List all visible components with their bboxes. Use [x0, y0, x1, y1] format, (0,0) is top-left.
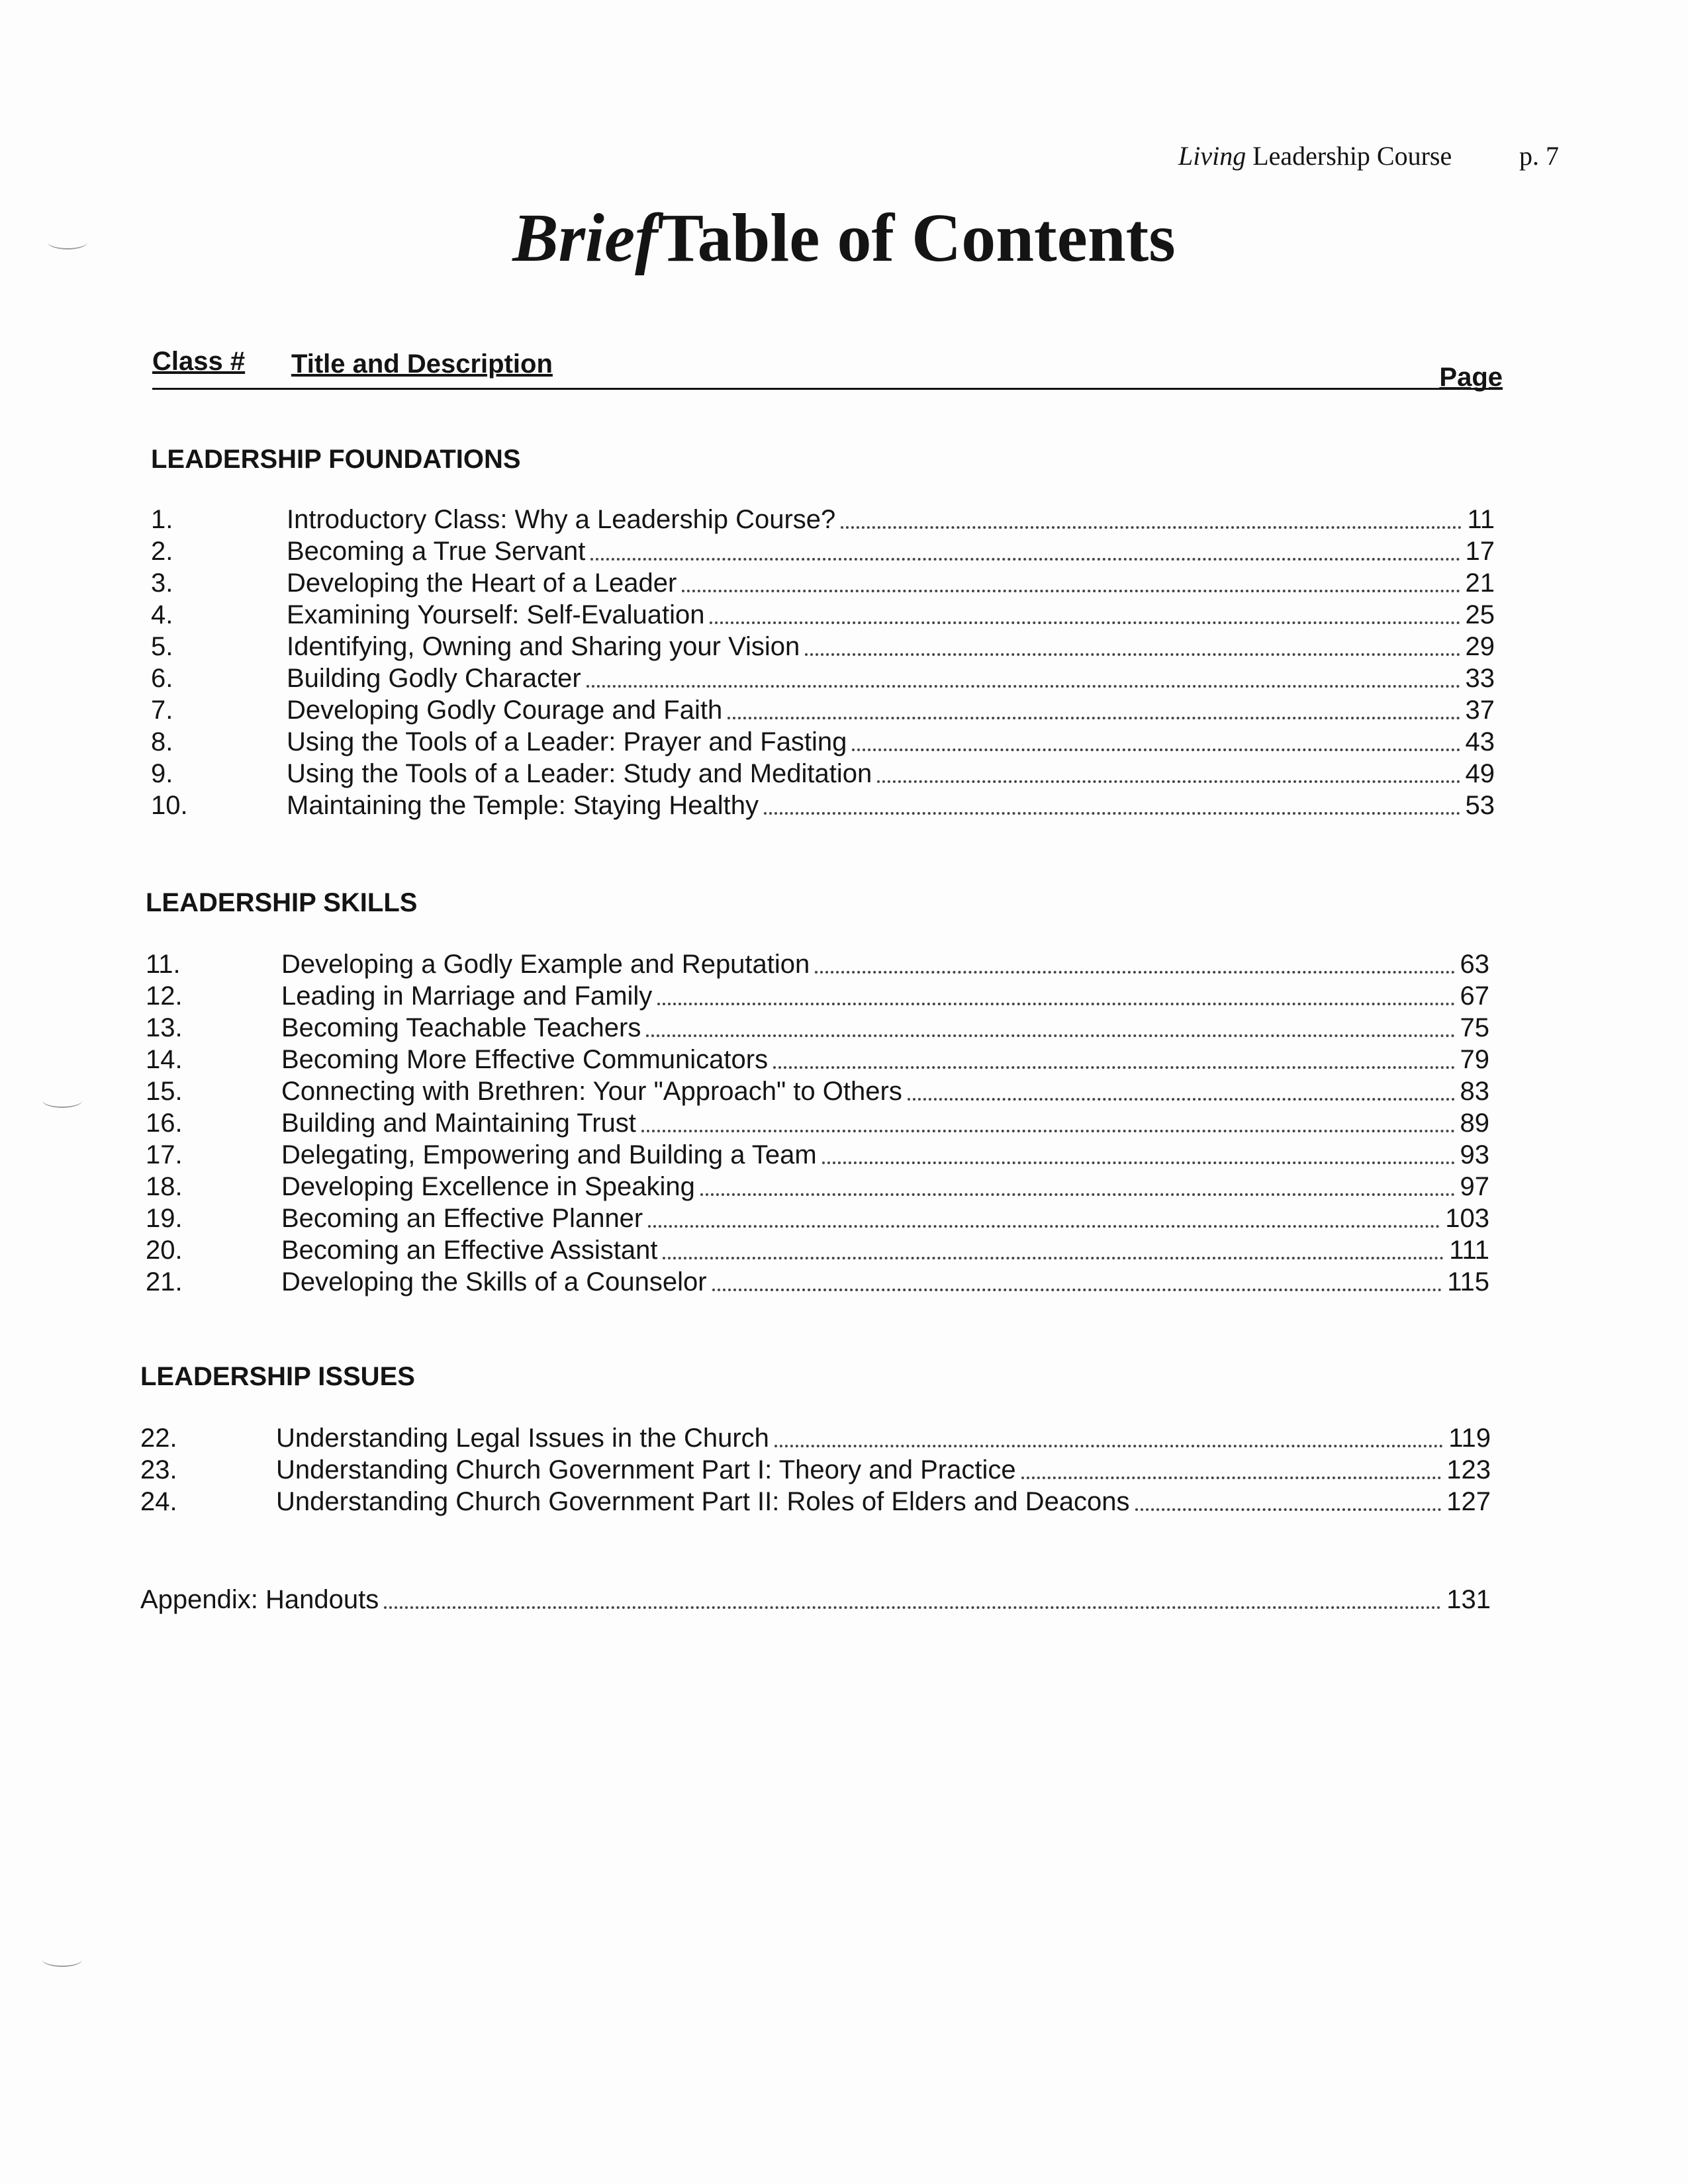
toc-list-foundations [151, 503, 1495, 821]
toc-entry [146, 1043, 1489, 1075]
toc-entry [151, 694, 1495, 725]
toc-entry-number: 18. [146, 1172, 183, 1201]
toc-entry-page: 83 [1460, 1077, 1489, 1106]
toc-entry-page: 119 [1448, 1424, 1491, 1453]
toc-entry-title: Becoming a True Servant [287, 537, 586, 566]
punch-mark [42, 1952, 82, 1967]
dot-leader [700, 1193, 1455, 1196]
toc-entry-number: 5. [151, 632, 173, 661]
toc-entry-number: 13. [146, 1013, 183, 1042]
dot-leader [822, 1161, 1455, 1164]
toc-entry-number: 10. [151, 791, 188, 820]
dot-leader [1021, 1477, 1442, 1479]
column-class: Class # [152, 347, 246, 376]
toc-entry-number: 22. [140, 1424, 177, 1453]
dot-leader [384, 1606, 1441, 1609]
dot-leader [727, 717, 1460, 719]
toc-entry [146, 1170, 1489, 1202]
toc-entry-title: Identifying, Owning and Sharing your Vision [287, 632, 800, 661]
toc-entry [140, 1485, 1491, 1517]
toc-entry-number: 6. [151, 664, 173, 693]
toc-entry-number: 24. [140, 1487, 177, 1516]
toc-entry-number: 20. [146, 1236, 183, 1265]
toc-appendix-entry [140, 1583, 1491, 1615]
toc-entry [146, 1138, 1489, 1170]
toc-entry-title: Developing Excellence in Speaking [281, 1172, 695, 1201]
column-title: Title and Description [291, 349, 553, 379]
toc-entry [151, 725, 1495, 757]
toc-entry-title: Leading in Marriage and Family [281, 981, 653, 1011]
toc-entry-number: 4. [151, 600, 173, 629]
page-title [0, 199, 1688, 277]
running-head [1178, 140, 1559, 171]
toc-entry [146, 1265, 1489, 1297]
dot-leader [657, 1003, 1454, 1005]
toc-entry [146, 1234, 1489, 1265]
toc-entry-title: Understanding Legal Issues in the Church [276, 1424, 769, 1453]
toc-entry [146, 1107, 1489, 1138]
dot-leader [710, 621, 1460, 624]
toc-entry [146, 1202, 1489, 1234]
dot-leader [841, 526, 1462, 529]
toc-entry-number: 23. [140, 1455, 177, 1484]
toc-entry [146, 1075, 1489, 1107]
toc-entry-page: 43 [1465, 727, 1495, 756]
toc-entry-number: 3. [151, 569, 173, 598]
appendix-title: Appendix: Handouts [140, 1585, 379, 1614]
toc-entry-title: Using the Tools of a Leader: Prayer and Fasting [287, 727, 847, 756]
toc-entry [146, 1011, 1489, 1043]
toc-entry-number: 11. [146, 950, 181, 979]
dot-leader [877, 780, 1460, 783]
toc-entry-title: Examining Yourself: Self-Evaluation [287, 600, 705, 629]
toc-entry-title: Developing a Godly Example and Reputation [281, 950, 810, 979]
toc-entry-page: 103 [1445, 1204, 1489, 1233]
section-heading-issues: LEADERSHIP ISSUES [140, 1362, 415, 1391]
toc-entry [151, 535, 1495, 567]
dot-leader [682, 590, 1460, 592]
toc-entry-title: Maintaining the Temple: Staying Healthy [287, 791, 759, 820]
toc-entry-page: 89 [1460, 1109, 1489, 1138]
toc-entry-page: 21 [1465, 569, 1495, 598]
dot-leader [774, 1445, 1443, 1447]
toc-entry-page: 37 [1465, 696, 1495, 725]
toc-entry-page: 49 [1465, 759, 1495, 788]
section-heading-foundations: LEADERSHIP FOUNDATIONS [151, 445, 521, 474]
toc-entry-title: Building and Maintaining Trust [281, 1109, 636, 1138]
toc-entry [151, 598, 1495, 630]
toc-entry [140, 1453, 1491, 1485]
toc-entry-number: 14. [146, 1045, 183, 1074]
toc-entry-page: 33 [1465, 664, 1495, 693]
dot-leader [764, 812, 1460, 815]
toc-entry [151, 789, 1495, 821]
toc-entry-number: 19. [146, 1204, 183, 1233]
toc-entry [146, 948, 1489, 979]
dot-leader [648, 1225, 1440, 1228]
toc-entry-title: Becoming More Effective Communicators [281, 1045, 769, 1074]
toc-entry-page: 111 [1449, 1236, 1489, 1265]
toc-list-issues [140, 1422, 1491, 1517]
toc-entry-number: 7. [151, 696, 173, 725]
course-name-rest: Leadership Course [1252, 141, 1452, 171]
toc-entry-title: Building Godly Character [287, 664, 581, 693]
column-page: Page [1439, 363, 1503, 392]
course-name-italic: Living [1178, 141, 1246, 171]
toc-entry-page: 17 [1465, 537, 1495, 566]
dot-leader [641, 1130, 1455, 1132]
toc-entry-page: 11 [1467, 505, 1495, 534]
toc-entry [151, 630, 1495, 662]
toc-entry-title: Developing Godly Courage and Faith [287, 696, 723, 725]
toc-entry-title: Becoming an Effective Planner [281, 1204, 643, 1233]
toc-entry-page: 67 [1460, 981, 1489, 1011]
toc-entry [140, 1422, 1491, 1453]
toc-entry-title: Developing the Heart of a Leader [287, 569, 677, 598]
toc-entry [151, 662, 1495, 694]
dot-leader [663, 1257, 1444, 1259]
toc-entry-number: 1. [151, 505, 173, 534]
toc-entry-number: 21. [146, 1267, 183, 1297]
toc-entry-number: 15. [146, 1077, 183, 1106]
toc-entry-number: 16. [146, 1109, 183, 1138]
dot-leader [805, 653, 1460, 656]
toc-entry-page: 97 [1460, 1172, 1489, 1201]
toc-entry-page: 79 [1460, 1045, 1489, 1074]
toc-entry [151, 757, 1495, 789]
toc-entry-title: Understanding Church Government Part I: Theory and Practice [276, 1455, 1016, 1484]
toc-entry [146, 979, 1489, 1011]
dot-leader [852, 749, 1460, 751]
toc-entry-number: 9. [151, 759, 173, 788]
section-heading-skills: LEADERSHIP SKILLS [146, 888, 418, 917]
toc-entry-number: 2. [151, 537, 173, 566]
toc-entry-page: 25 [1465, 600, 1495, 629]
page-number: p. 7 [1519, 141, 1559, 171]
toc-entry-title: Becoming an Effective Assistant [281, 1236, 658, 1265]
appendix-page: 131 [1446, 1585, 1491, 1614]
toc-entry-number: 8. [151, 727, 173, 756]
dot-leader [646, 1034, 1454, 1037]
dot-leader [1135, 1508, 1442, 1511]
toc-entry [151, 567, 1495, 598]
toc-entry-page: 123 [1446, 1455, 1491, 1484]
toc-entry-title: Becoming Teachable Teachers [281, 1013, 641, 1042]
toc-entry-number: 17. [146, 1140, 183, 1169]
toc-entry-title: Using the Tools of a Leader: Study and Meditation [287, 759, 872, 788]
toc-entry-page: 93 [1460, 1140, 1489, 1169]
punch-mark [42, 1093, 82, 1108]
course-name [1178, 140, 1452, 171]
toc-list-skills [146, 948, 1489, 1297]
dot-leader [712, 1289, 1442, 1291]
dot-leader [815, 971, 1454, 974]
toc-entry-title: Developing the Skills of a Counselor [281, 1267, 707, 1297]
dot-leader [773, 1066, 1454, 1069]
column-header [152, 344, 1503, 390]
toc-entry-title: Introductory Class: Why a Leadership Course? [287, 505, 836, 534]
toc-entry-title: Understanding Church Government Part II: Roles of Elders and Deacons [276, 1487, 1130, 1516]
title-rest: Table of Contents [657, 200, 1176, 276]
toc-entry-page: 75 [1460, 1013, 1489, 1042]
toc-entry-page: 115 [1447, 1267, 1489, 1297]
toc-entry-page: 127 [1446, 1487, 1491, 1516]
title-italic-part: Brief [512, 200, 658, 276]
dot-leader [586, 685, 1460, 688]
toc-entry-page: 53 [1465, 791, 1495, 820]
dot-leader [590, 558, 1460, 561]
toc-entry-title: Delegating, Empowering and Building a Team [281, 1140, 817, 1169]
toc-entry-title: Connecting with Brethren: Your "Approach" to Others [281, 1077, 902, 1106]
toc-entry-page: 63 [1460, 950, 1489, 979]
toc-entry-page: 29 [1465, 632, 1495, 661]
dot-leader [908, 1098, 1455, 1101]
toc-entry [151, 503, 1495, 535]
toc-entry-number: 12. [146, 981, 183, 1011]
